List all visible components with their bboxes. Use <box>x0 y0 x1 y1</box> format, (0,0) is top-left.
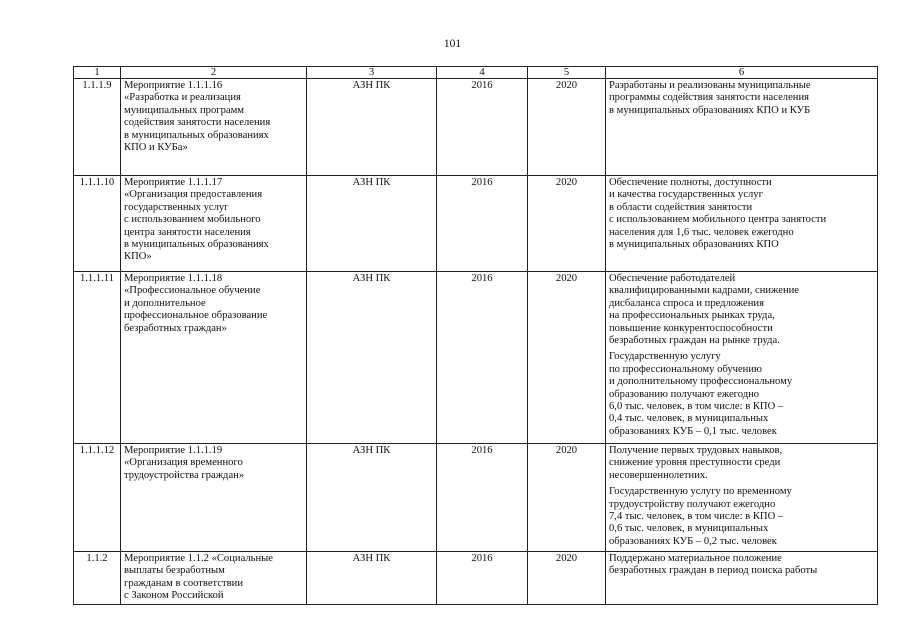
activity-name: Мероприятие 1.1.1.18 «Профессиональное обучение и дополнительное профессиональное образование безработных граждан» <box>121 272 307 444</box>
result-paragraph: Разработаны и реализованы муниципальные программы содействия занятости населения в муниципальных образованиях КПО и КУБ <box>609 80 811 116</box>
result-paragraph: Получение первых трудовых навыков, снижение уровня преступности среди несовершеннолетних. <box>609 445 783 481</box>
activities-table <box>73 66 878 605</box>
activity-name: Мероприятие 1.1.1.17 «Организация предоставления государственных услуг с использованием мобильного центра занятости населения в муниципальных образованиях КПО» <box>121 176 307 272</box>
result-paragraph: Государственную услугу по временному трудоустройству получают ежегодно 7,4 тыс. человек, в том числе: в КПО – 0,6 тыс. человек, в муниципальных образованиях КУБ – 0,2 тыс. человек <box>609 486 792 547</box>
result-paragraph: Обеспечение работодателей квалифицированными кадрами, снижение дисбаланса спроса и предложения на профессиональных рынках труда, повышение конкурентоспособности безработных граждан на рынке труда. <box>609 273 799 347</box>
end-year: 2020 <box>528 176 606 272</box>
column-header-2: 2 <box>121 67 307 79</box>
end-year: 2020 <box>528 79 606 176</box>
start-year: 2016 <box>437 552 528 605</box>
page-number: 101 <box>443 38 462 50</box>
column-header-5: 5 <box>528 67 606 79</box>
row-code: 1.1.1.10 <box>74 176 121 272</box>
executor: АЗН ПК <box>307 552 437 605</box>
start-year: 2016 <box>437 444 528 552</box>
activity-name: Мероприятие 1.1.2 «Социальные выплаты безработным гражданам в соответствии с Законом Российской <box>121 552 307 605</box>
activity-name: Мероприятие 1.1.1.19 «Организация временного трудоустройства граждан» <box>121 444 307 552</box>
expected-result <box>606 79 878 176</box>
row-code: 1.1.2 <box>74 552 121 605</box>
table-row <box>74 79 878 176</box>
table-row <box>74 176 878 272</box>
result-paragraph: Обеспечение полноты, доступности и качества государственных услуг в области содействия занятости с использованием мобильного центра занятости населения для 1,6 тыс. человек ежегодно в муниципальных образованиях КПО <box>609 177 827 251</box>
executor: АЗН ПК <box>307 79 437 176</box>
end-year: 2020 <box>528 444 606 552</box>
column-header-3: 3 <box>307 67 437 79</box>
result-paragraph: Государственную услугу по профессиональному обучению и дополнительному профессиональному образованию получают ежегодно 6,0 тыс. человек, в том числе: в КПО – 0,4 тыс. человек, в муниципальных образованиях КУБ – 0,1 тыс. человек <box>609 351 793 437</box>
end-year: 2020 <box>528 272 606 444</box>
table-row <box>74 272 878 444</box>
start-year: 2016 <box>437 272 528 444</box>
expected-result <box>606 176 878 272</box>
expected-result <box>606 552 878 605</box>
expected-result <box>606 272 878 444</box>
executor: АЗН ПК <box>307 272 437 444</box>
end-year: 2020 <box>528 552 606 605</box>
row-code: 1.1.1.9 <box>74 79 121 176</box>
table-row <box>74 444 878 552</box>
executor: АЗН ПК <box>307 176 437 272</box>
start-year: 2016 <box>437 176 528 272</box>
expected-result <box>606 444 878 552</box>
executor: АЗН ПК <box>307 444 437 552</box>
column-number-row <box>74 67 878 79</box>
activity-name: Мероприятие 1.1.1.16 «Разработка и реализация муниципальных программ содействия занятости населения в муниципальных образованиях КПО и КУБа» <box>121 79 307 176</box>
result-paragraph: Поддержано материальное положение безработных граждан в период поиска работы <box>609 553 818 577</box>
row-code: 1.1.1.11 <box>74 272 121 444</box>
start-year: 2016 <box>437 79 528 176</box>
row-code: 1.1.1.12 <box>74 444 121 552</box>
table-row <box>74 552 878 605</box>
column-header-4: 4 <box>437 67 528 79</box>
column-header-1: 1 <box>74 67 121 79</box>
column-header-6: 6 <box>606 67 878 79</box>
